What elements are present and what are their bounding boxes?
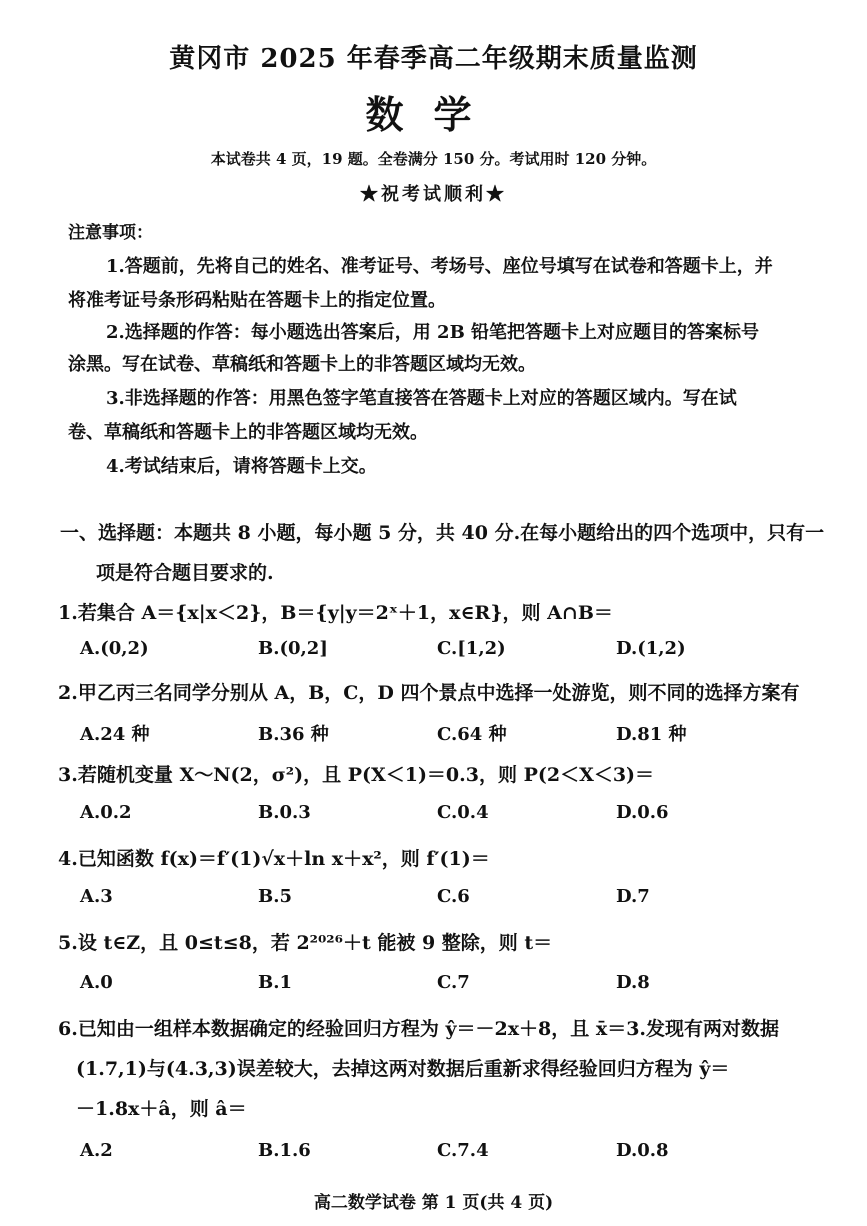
note-line: 3.非选择题的作答：用黑色签字笔直接答在答题卡上对应的答题区域内。写在试 [106,388,737,409]
question-5-option-c: C.7 [437,972,470,993]
question-3-option-d: D.0.6 [616,802,669,823]
section-heading: 一、选择题：本题共 8 小题，每小题 5 分，共 40 分.在每小题给出的四个选项中，只有一 [60,522,825,544]
note-line: 4.考试结束后，请将答题卡上交。 [106,456,377,477]
question-2-option-a: A.24 种 [80,724,150,745]
question-5-option-b: B.1 [258,972,293,993]
question-3-stem: 3.若随机变量 X～N(2，σ²)，且 P(X＜1)＝0.3，则 P(2＜X＜3)＝ [58,764,655,786]
question-1-option-d: D.(1,2) [616,638,686,659]
exam-info: 本试卷共 4 页，19 题。全卷满分 150 分。考试用时 120 分钟。 [210,150,657,168]
question-3-option-c: C.0.4 [437,802,489,823]
section-heading-cont: 项是符合题目要求的. [96,562,274,584]
note-line: 2.选择题的作答：每小题选出答案后，用 2B 铅笔把答题卡上对应题目的答案标号 [106,322,760,343]
question-1-option-a: A.(0,2) [80,638,149,659]
note-line: 1.答题前，先将自己的姓名、准考证号、考场号、座位号填写在试卷和答题卡上，并 [106,256,773,277]
question-5-option-a: A.0 [80,972,113,993]
question-1-option-b: B.(0,2] [258,638,328,659]
subject-title: 数学 [365,92,502,137]
note-line: 卷、草稿纸和答题卡上的非答题区域均无效。 [68,422,428,443]
question-5-stem: 5.设 t∈Z，且 0≤t≤8，若 2²⁰²⁶＋t 能被 9 整除，则 t＝ [58,932,553,954]
page-footer: 高二数学试卷 第 1 页(共 4 页) [313,1193,554,1213]
question-6-stem-cont: －1.8x＋â，则 â＝ [76,1098,247,1120]
question-4-stem: 4.已知函数 f(x)＝f′(1)√x＋ln x＋x²，则 f′(1)＝ [58,848,490,870]
note-line: 涂黑。写在试卷、草稿纸和答题卡上的非答题区域均无效。 [68,354,536,375]
question-6-option-c: C.7.4 [437,1140,489,1161]
question-3-option-b: B.0.3 [258,802,311,823]
question-4-option-b: B.5 [258,886,293,907]
question-4-option-d: D.7 [616,886,650,907]
question-2-stem: 2.甲乙丙三名同学分别从 A，B，C，D 四个景点中选择一处游览，则不同的选择方案有 [58,682,800,704]
note-line: 将准考证号条形码粘贴在答题卡上的指定位置。 [68,290,446,311]
question-3-option-a: A.0.2 [80,802,132,823]
exam-title: 黄冈市 2025 年春季高二年级期末质量监测 [169,44,698,74]
good-luck-banner: ★祝考试顺利★ [360,184,507,205]
question-4-option-c: C.6 [437,886,470,907]
question-2-option-c: C.64 种 [437,724,507,745]
question-6-stem: 6.已知由一组样本数据确定的经验回归方程为 ŷ＝－2x＋8，且 x̄＝3.发现有两对数据 [58,1018,780,1040]
question-6-stem-cont: (1.7,1)与(4.3,3)误差较大，去掉这两对数据后重新求得经验回归方程为 ŷ＝ [76,1058,730,1080]
question-6-option-d: D.0.8 [616,1140,669,1161]
question-4-option-a: A.3 [80,886,113,907]
question-5-option-d: D.8 [616,972,650,993]
question-2-option-d: D.81 种 [616,724,687,745]
question-1-stem: 1.若集合 A＝{x|x＜2}，B＝{y|y＝2ˣ＋1，x∈R}，则 A∩B＝ [58,602,613,624]
question-2-option-b: B.36 种 [258,724,329,745]
notes-title: 注意事项： [68,223,153,243]
question-6-option-b: B.1.6 [258,1140,311,1161]
question-6-option-a: A.2 [80,1140,113,1161]
question-1-option-c: C.[1,2) [437,638,506,659]
